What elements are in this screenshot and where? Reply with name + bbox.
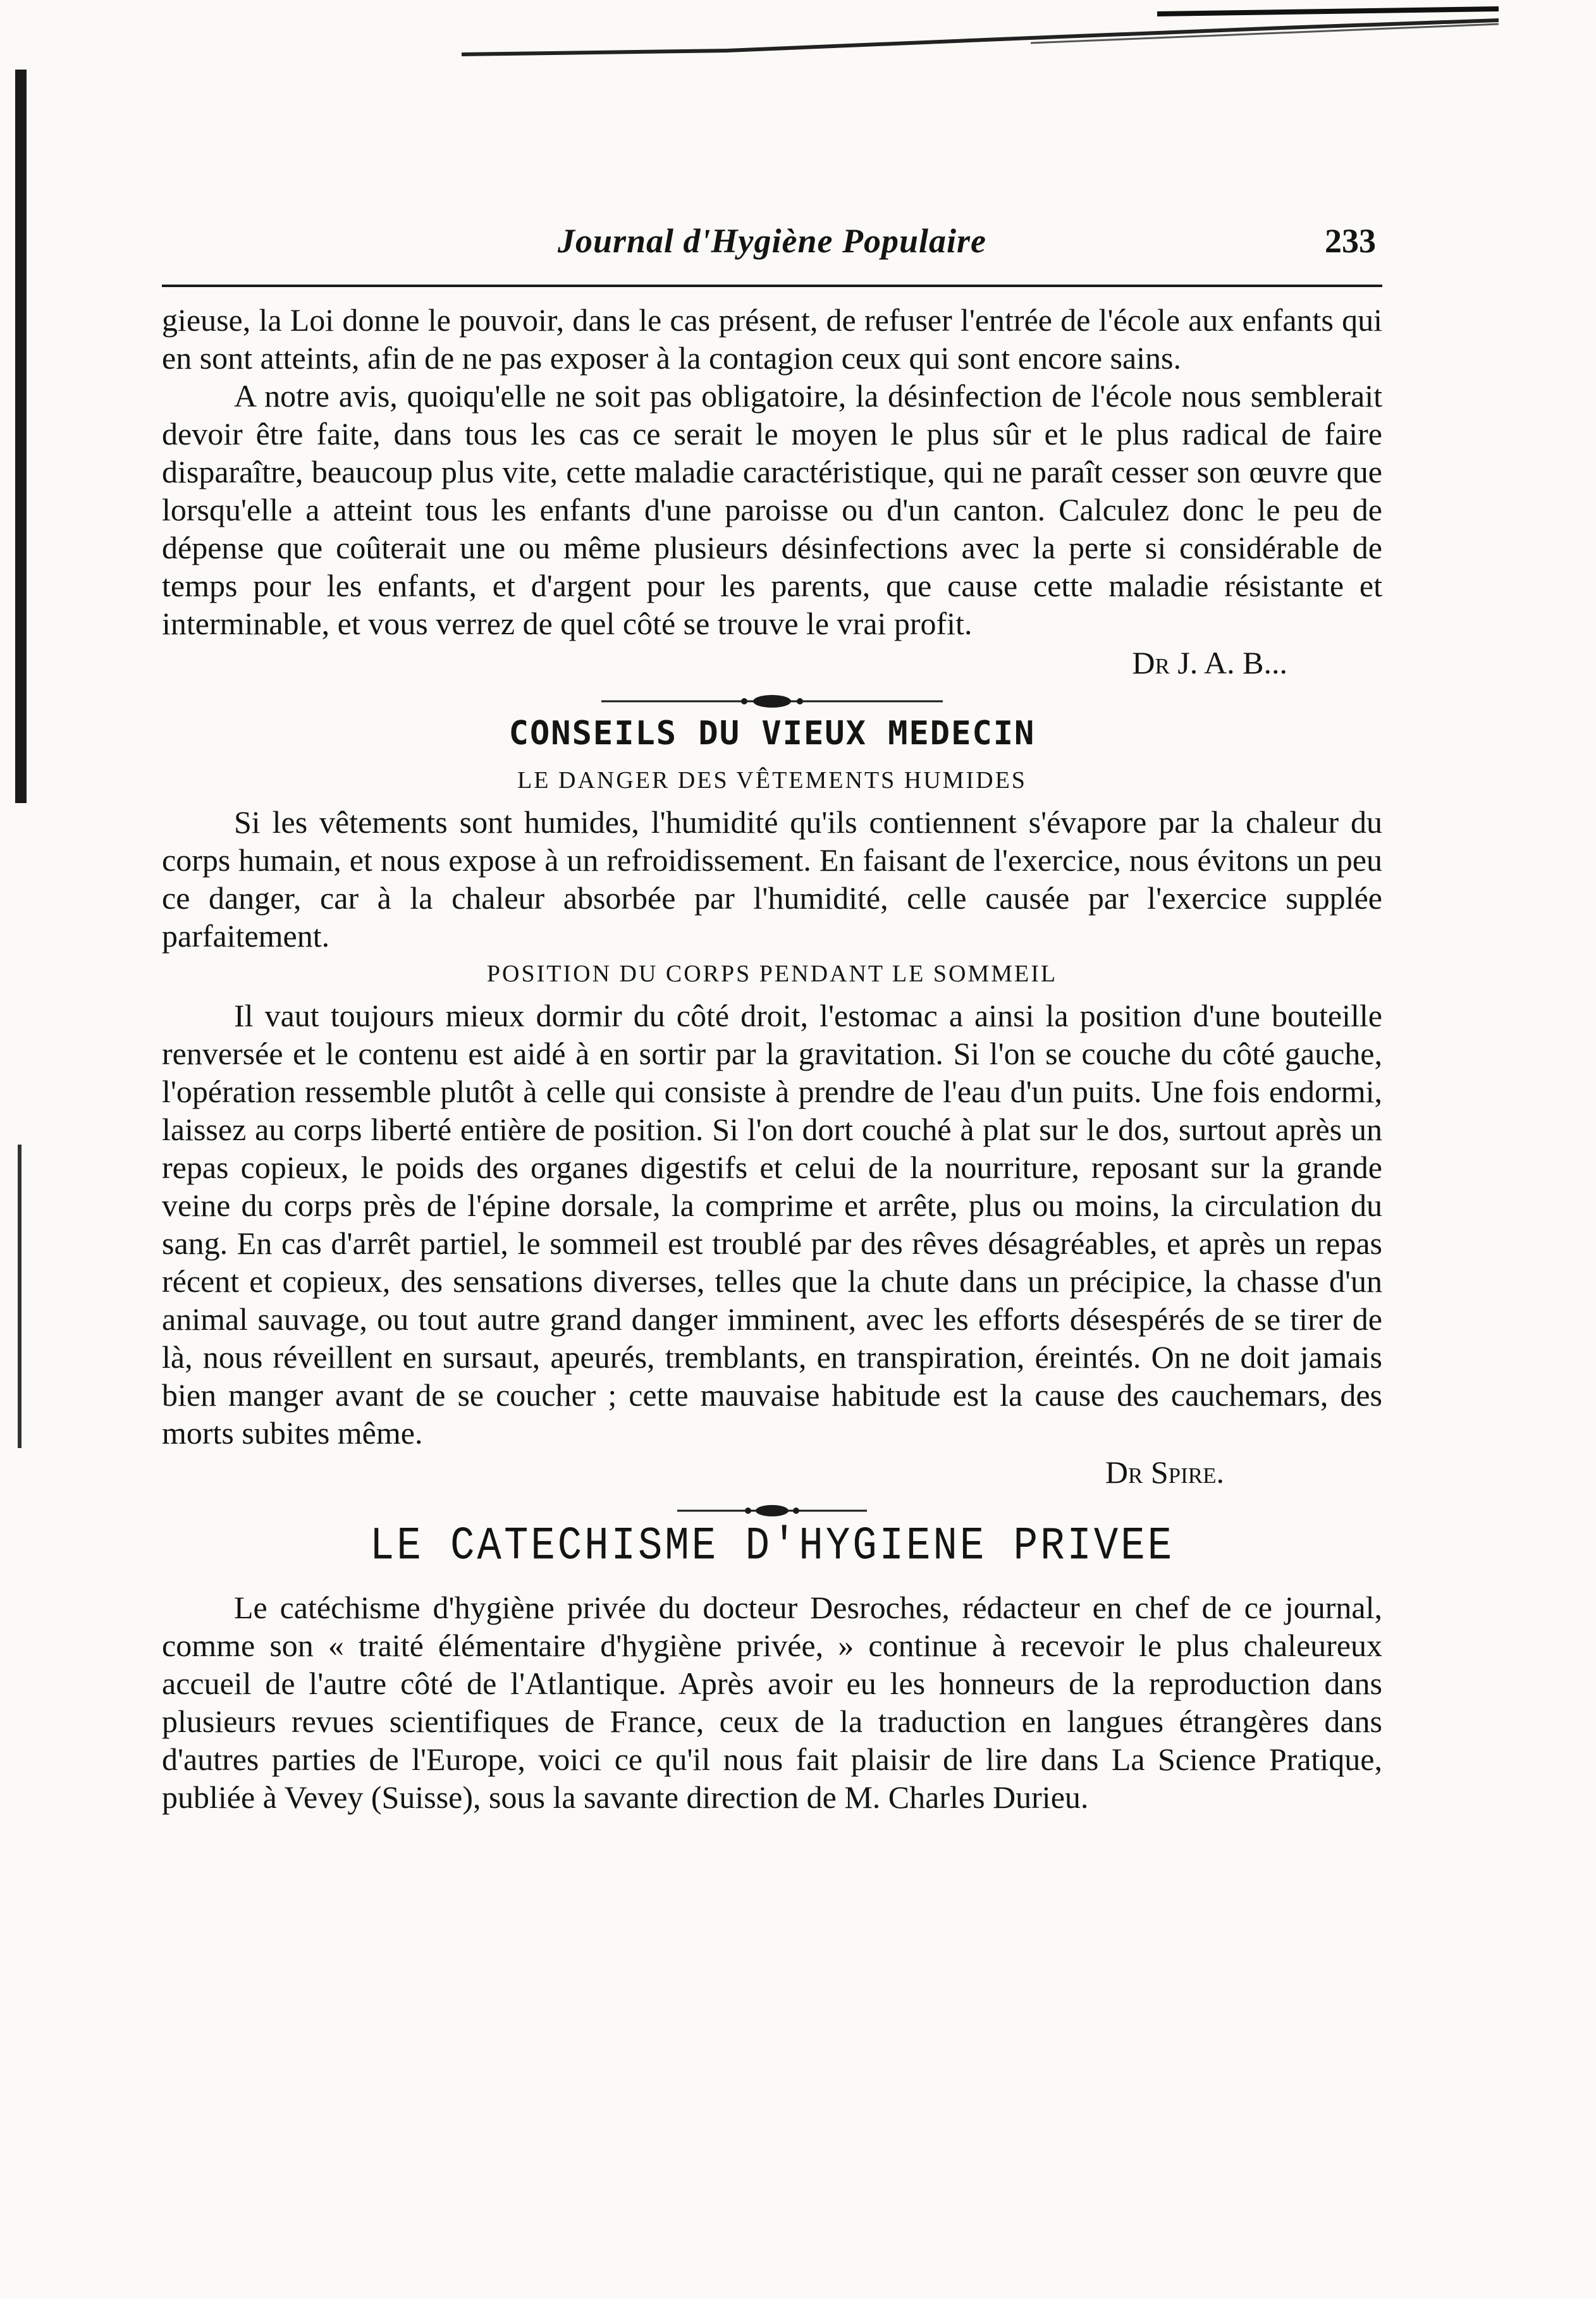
subhead-sommeil: POSITION DU CORPS PENDANT LE SOMMEIL: [486, 961, 1058, 987]
catechisme-title: LE CATECHISME D'HYGIENE PRIVEE: [369, 1520, 1175, 1573]
header-rule: [162, 285, 1382, 287]
journal-page: [162, 221, 1382, 1816]
intro-paragraph-2: A notre avis, quoiqu'elle ne soit pas obligatoire, la désinfection de l'école nous semblerait devoir être faite, dans tous les cas ce serait le moyen le plus sûr et le plus radical de faire disparaître, beaucoup plus vite, cette maladie caractéristique, qui ne paraît cesser son œuvre que lorsqu'elle a atteint tous les enfants d'une paroisse ou d'un canton. Calculez donc le peu de dépense que coûterait une ou même plusieurs désinfections avec la perte si considérable de temps pour les enfants, et d'argent pour les parents, que cause cette maladie résistante et interminable, et vous verrez de quel côté se trouve le vrai profit.: [162, 378, 1382, 641]
top-edge-rule: [462, 5, 1499, 59]
sommeil-paragraph: Il vaut toujours mieux dormir du côté droit, l'estomac a ainsi la position d'une bouteille renversée et le contenu est aidé à en sortir par la gravitation. Si l'on se couche du côté gauche, l'opération ressemble plutôt à celle qui consiste à prendre de l'eau d'un puits. Une fois endormi, laissez au corps liberté entière de position. Si l'on dort couché à plat sur le dos, surtout après un repas copieux, le poids des organes digestifs et celui de la nourriture, reposant sur la grande veine du corps près de l'épine dorsale, la comprime et arrête, plus ou moins, la circulation du sang. En cas d'arrêt partiel, le sommeil est troublé par des rêves désagréables, et après un repas récent et copieux, des sensations diverses, telles que la chute dans un précipice, la chasse d'un animal sauvage, ou tout autre grand danger imminent, avec les efforts désespérés de se tirer de là, nous réveillent en sursaut, apeurés, tremblants, en transpiration, éreintés. On ne doit jamais bien manger avant de se coucher ; cette mauvaise habitude est la cause des cauchemars, des morts subites même.: [162, 998, 1382, 1451]
page-number: 233: [1325, 222, 1376, 260]
section-divider-ornament: [601, 692, 943, 711]
running-head: [162, 221, 1382, 278]
signature-jab: Dr J. A. B...: [1132, 645, 1287, 680]
conseils-title: CONSEILS DU VIEUX MEDECIN: [508, 715, 1036, 753]
binding-edge-mark: [11, 70, 37, 1461]
intro-paragraph-1: gieuse, la Loi donne le pouvoir, dans le cas présent, de refuser l'entrée de l'école aux enfants qui en sont atteints, afin de ne pas exposer à la contagion ceux qui sont encore sains.: [162, 302, 1382, 376]
signature-spire: Dr Spire.: [1105, 1454, 1224, 1490]
running-title: Journal d'Hygiène Populaire: [557, 222, 987, 260]
section-divider-ornament: [677, 1501, 867, 1520]
catechisme-paragraph: Le catéchisme d'hygiène privée du docteur Desroches, rédacteur en chef de ce journal, comme son « traité élémentaire d'hygiène privée, » continue à recevoir le plus chaleureux accueil de l'autre côté de l'Atlantique. Après avoir eu les honneurs de la reproduction dans plusieurs revues scientifiques de France, ceux de la traduction en langues étrangères dans d'autres parties de l'Europe, voici ce qu'il nous fait plaisir de lire dans La Science Pratique, publiée à Vevey (Suisse), sous la savante direction de M. Charles Durieu.: [162, 1590, 1382, 1815]
vetements-paragraph: Si les vêtements sont humides, l'humidité qu'ils contiennent s'évapore par la chaleur du corps humain, et nous expose à un refroidissement. En faisant de l'exercice, nous évitons un peu ce danger, car à la chaleur absorbée par l'humidité, celle causée par l'exercice supplée parfaitement.: [162, 804, 1382, 954]
subhead-vetements: LE DANGER DES VÊTEMENTS HUMIDES: [517, 767, 1027, 794]
